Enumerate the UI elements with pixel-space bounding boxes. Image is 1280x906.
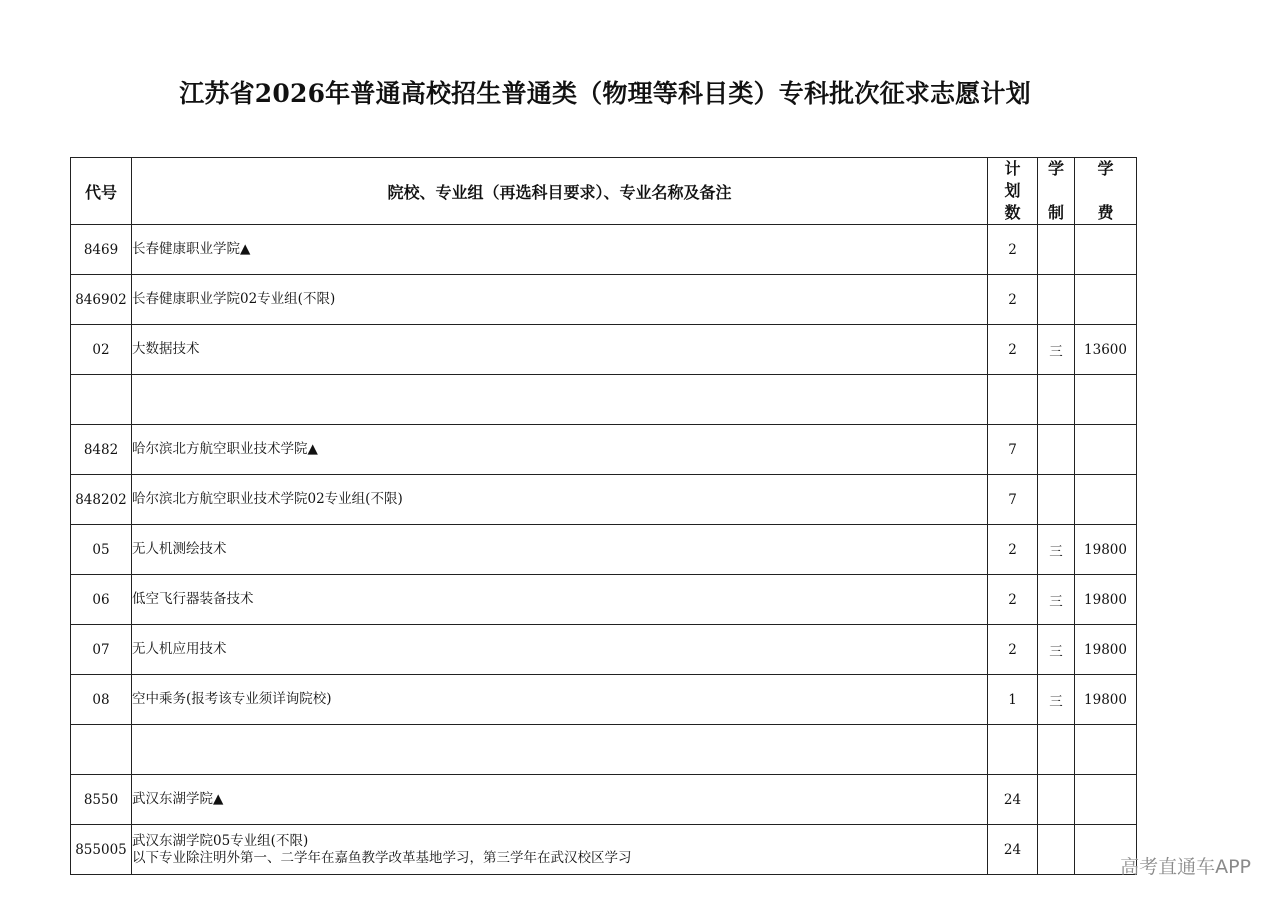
cell-name-text: 空中乘务(报考该专业须详询院校) (132, 691, 332, 707)
cell-name-text: 长春健康职业学院▲ (132, 241, 251, 257)
cell-code: 07 (71, 625, 132, 675)
cell-name-text: 无人机应用技术 (132, 641, 227, 657)
cell-duration (1038, 225, 1075, 275)
cell-name (132, 475, 988, 525)
table-row (71, 425, 1137, 475)
cell-duration (1038, 825, 1075, 875)
header-duration (1038, 158, 1075, 225)
cell-duration (1038, 375, 1075, 425)
table-row (71, 475, 1137, 525)
cell-plan (988, 725, 1038, 775)
cell-fee: 19800 (1075, 525, 1137, 575)
admission-plan-table (70, 157, 1137, 875)
cell-plan: 2 (988, 525, 1038, 575)
table-row (71, 375, 1137, 425)
cell-code: 06 (71, 575, 132, 625)
cell-fee (1075, 375, 1137, 425)
cell-duration: 三 (1038, 625, 1075, 675)
cell-code: 855005 (71, 825, 132, 875)
cell-name-text: 无人机测绘技术 (132, 541, 227, 557)
cell-fee (1075, 775, 1137, 825)
cell-name (132, 625, 988, 675)
cell-code: 8482 (71, 425, 132, 475)
header-fee-char: 费 (1097, 203, 1114, 222)
header-plan-char: 数 (1004, 203, 1021, 222)
cell-code: 08 (71, 675, 132, 725)
cell-fee (1075, 725, 1137, 775)
cell-duration (1038, 725, 1075, 775)
cell-name (132, 775, 988, 825)
table-row (71, 275, 1137, 325)
cell-duration (1038, 475, 1075, 525)
cell-code (71, 375, 132, 425)
cell-code: 8550 (71, 775, 132, 825)
cell-name-text: 武汉东湖学院▲ (132, 791, 224, 807)
cell-plan: 7 (988, 425, 1038, 475)
cell-name (132, 375, 988, 425)
cell-code: 848202 (71, 475, 132, 525)
header-plan-char: 划 (1004, 181, 1021, 200)
cell-duration: 三 (1038, 325, 1075, 375)
cell-name-text: 武汉东湖学院05专业组(不限) (132, 832, 309, 849)
cell-plan: 2 (988, 575, 1038, 625)
cell-name (132, 675, 988, 725)
cell-duration (1038, 275, 1075, 325)
cell-fee (1075, 425, 1137, 475)
cell-duration: 三 (1038, 525, 1075, 575)
header-code: 代号 (71, 158, 132, 225)
cell-name (132, 825, 988, 875)
header-plan-char: 计 (1004, 159, 1021, 178)
cell-fee: 19800 (1075, 675, 1137, 725)
cell-plan: 24 (988, 775, 1038, 825)
cell-plan: 2 (988, 325, 1038, 375)
table-row (71, 575, 1137, 625)
cell-name (132, 275, 988, 325)
cell-name (132, 425, 988, 475)
cell-plan: 24 (988, 825, 1038, 875)
table-row (71, 725, 1137, 775)
watermark: 高考直通车APP (1120, 856, 1251, 878)
header-duration-char: 学 (1047, 159, 1064, 178)
cell-code: 8469 (71, 225, 132, 275)
table-row (71, 225, 1137, 275)
table-header-row (71, 158, 1137, 225)
cell-fee (1075, 225, 1137, 275)
table-row (71, 525, 1137, 575)
cell-fee: 19800 (1075, 625, 1137, 675)
cell-name (132, 225, 988, 275)
cell-name-text: 哈尔滨北方航空职业技术学院02专业组(不限) (132, 491, 403, 507)
table-row (71, 825, 1137, 875)
header-duration-char: 制 (1047, 203, 1064, 222)
table-row (71, 325, 1137, 375)
cell-name-text: 哈尔滨北方航空职业技术学院▲ (132, 441, 318, 457)
cell-duration (1038, 425, 1075, 475)
cell-plan: 2 (988, 225, 1038, 275)
cell-fee (1075, 275, 1137, 325)
header-name: 院校、专业组（再选科目要求）、专业名称及备注 (132, 158, 988, 225)
cell-note: 以下专业除注明外第一、二学年在嘉鱼教学改革基地学习，第三学年在武汉校区学习 (132, 849, 632, 866)
cell-plan (988, 375, 1038, 425)
table-row (71, 675, 1137, 725)
cell-name (132, 575, 988, 625)
cell-fee (1075, 475, 1137, 525)
header-fee-char: 学 (1097, 159, 1114, 178)
cell-duration: 三 (1038, 575, 1075, 625)
cell-plan: 2 (988, 625, 1038, 675)
cell-plan: 2 (988, 275, 1038, 325)
cell-name (132, 525, 988, 575)
table-row (71, 775, 1137, 825)
table-row (71, 625, 1137, 675)
cell-duration: 三 (1038, 675, 1075, 725)
cell-fee: 19800 (1075, 575, 1137, 625)
cell-code: 05 (71, 525, 132, 575)
cell-fee: 13600 (1075, 325, 1137, 375)
cell-plan: 1 (988, 675, 1038, 725)
page-title: 江苏省2026年普通高校招生普通类（物理等科目类）专科批次征求志愿计划 (179, 79, 1031, 108)
header-fee (1075, 158, 1137, 225)
header-plan (988, 158, 1038, 225)
cell-name-text: 长春健康职业学院02专业组(不限) (132, 291, 336, 307)
cell-code (71, 725, 132, 775)
cell-plan: 7 (988, 475, 1038, 525)
cell-name (132, 725, 988, 775)
cell-code: 846902 (71, 275, 132, 325)
cell-duration (1038, 775, 1075, 825)
cell-name (132, 325, 988, 375)
cell-name-text: 低空飞行器装备技术 (132, 591, 254, 607)
cell-name-text: 大数据技术 (132, 341, 200, 357)
cell-code: 02 (71, 325, 132, 375)
